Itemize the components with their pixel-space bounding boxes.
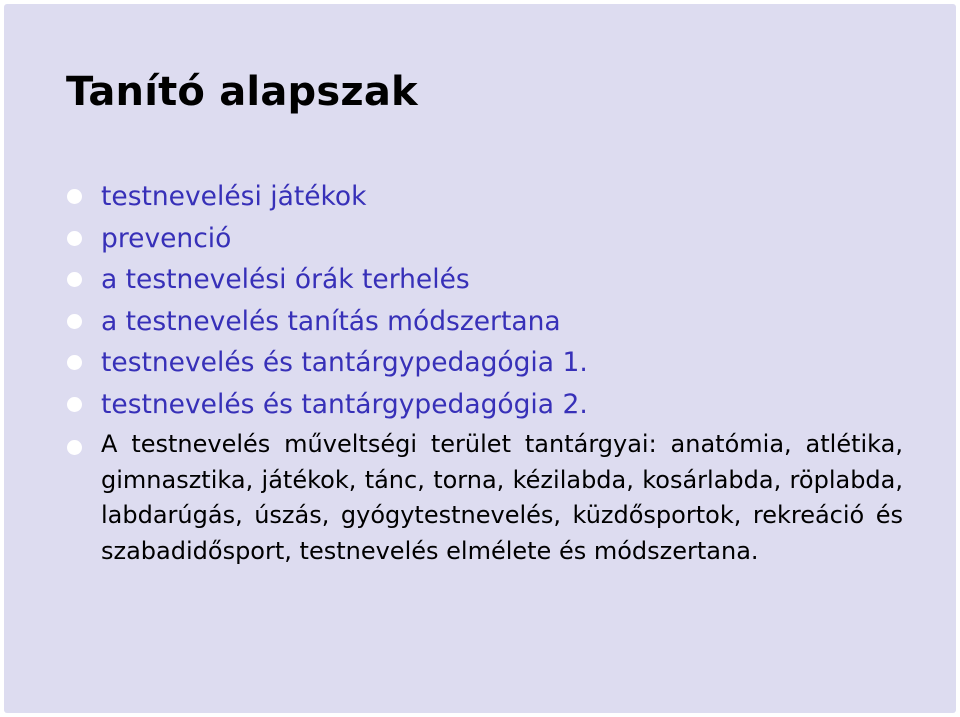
bullet-dot-icon: [67, 397, 82, 412]
paragraph-item: [67, 427, 937, 569]
bullet-dot-icon: [67, 272, 82, 287]
list-item: [67, 218, 917, 260]
list-item-text: testnevelés és tantárgypedagógia 1.: [101, 347, 588, 379]
list-item-text: testnevelés és tantárgypedagógia 2.: [101, 388, 588, 420]
list-item: [67, 301, 917, 343]
bullet-dot-icon: [67, 355, 82, 370]
list-item: [67, 259, 917, 301]
list-item-text: a testnevelési órák terhelés: [101, 264, 470, 296]
bullet-dot-icon: [67, 231, 82, 246]
bullet-list: [67, 176, 917, 426]
list-item: [67, 176, 917, 218]
list-item: [67, 342, 917, 384]
bullet-dot-icon: [67, 189, 82, 204]
list-item-text: a testnevelés tanítás módszertana: [101, 305, 561, 337]
paragraph-text: A testnevelés műveltségi terület tantárgyai: anatómia, atlétika, gimnasztika, játékok, tánc, torna, kézilabda, kosárlabda, röplabda, labdarúgás, úszás, gyógytestnevelés, küzdősportok, rekreáció és szabadidősport, testnevelés elmélete és módszertana.: [101, 430, 903, 565]
list-item: [67, 384, 917, 426]
slide: [4, 4, 956, 713]
bullet-dot-icon: [67, 314, 82, 329]
bullet-dot-icon: [67, 440, 82, 455]
slide-title: Tanító alapszak: [66, 69, 418, 115]
list-item-text: prevenció: [101, 222, 232, 254]
list-item-text: testnevelési játékok: [101, 181, 367, 212]
